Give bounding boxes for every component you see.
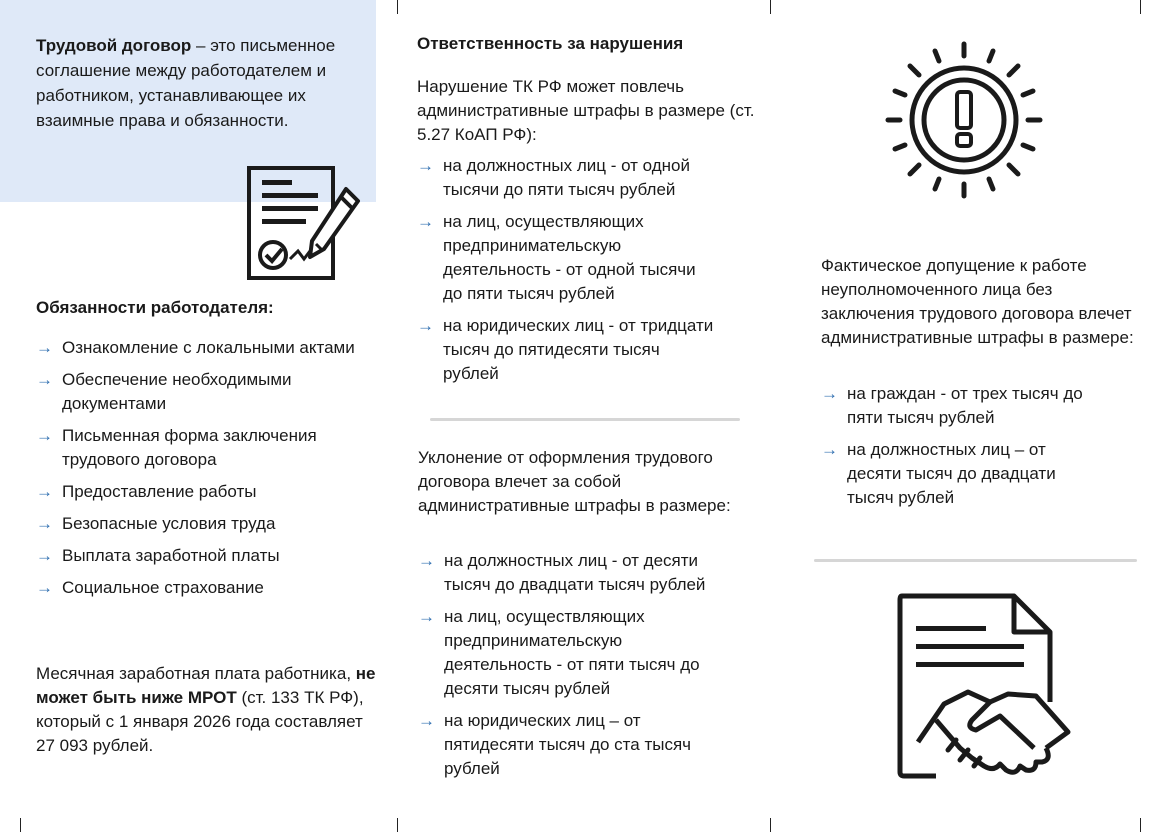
list-item: → Безопасные условия труда (36, 512, 381, 536)
duties-list (36, 336, 381, 608)
list-item: → на должностных лиц – от десяти тысяч до двадцати тысяч рублей (821, 440, 1056, 507)
list-item: → на юридических лиц - от тридцати тысяч до пятидесяти тысяч рублей (417, 316, 714, 383)
crop-mark (397, 0, 398, 14)
list-item: → на юридических лиц – от пятидесяти тысяч до ста тысяч рублей (418, 711, 692, 778)
arrow-icon: → (417, 316, 434, 335)
list-item: → на лиц, осуществляющих предпринимательскую деятельность - от одной тысячи до пяти тысяч рублей (417, 212, 696, 303)
arrow-icon: → (418, 551, 435, 570)
definition-term: Трудовой договор (36, 36, 192, 55)
minimum-wage-emphasis: не может быть ниже МРОТ (36, 664, 376, 707)
fines-list-violation (417, 154, 717, 394)
list-item: → Предоставление работы (36, 480, 381, 504)
crop-mark (20, 818, 21, 832)
duties-heading: Обязанности работодателя: (36, 298, 274, 317)
minimum-wage-note: Месячная заработная плата работника, не может быть ниже МРОТ (ст. 133 ТК РФ), который с 1 января 2026 года составляет 27 093 рублей. (36, 664, 376, 755)
list-item: → Ознакомление с локальными актами (36, 336, 381, 360)
list-item: → на должностных лиц - от одной тысячи до пяти тысяч рублей (417, 156, 691, 199)
list-item: → Выплата заработной платы (36, 544, 381, 568)
list-item: → Письменная форма заключения трудового договора (36, 426, 317, 469)
arrow-icon: → (821, 384, 838, 403)
section-divider (814, 559, 1137, 562)
arrow-icon: → (36, 338, 53, 357)
crop-mark (770, 818, 771, 832)
list-item: → Социальное страхование (36, 576, 381, 600)
definition-rest: – это письменное соглашение между работодателем и работником, устанавливающее их взаимные права и обязанности. (36, 36, 336, 130)
arrow-icon: → (417, 156, 434, 175)
arrow-icon: → (417, 212, 434, 231)
arrow-icon: → (418, 607, 435, 626)
handshake-document-icon (896, 592, 1076, 792)
arrow-icon: → (36, 546, 53, 565)
definition-text (36, 33, 336, 133)
list-item: → на лиц, осуществляющих предпринимательскую деятельность - от пяти тысяч до десяти тысяч рублей (418, 607, 700, 698)
section-divider (430, 418, 740, 421)
arrow-icon: → (36, 514, 53, 533)
admission-intro: Фактическое допущение к работе неуполномоченного лица без заключения трудового договора влечет административные штрафы в размере: (821, 256, 1134, 347)
list-item: → Обеспечение необходимыми документами (36, 370, 292, 413)
fines-list-admission (821, 382, 1091, 518)
arrow-icon: → (36, 370, 53, 389)
arrow-icon: → (36, 426, 53, 445)
crop-mark (770, 0, 771, 14)
crop-mark (1140, 818, 1141, 832)
liability-heading: Ответственность за нарушения (417, 34, 684, 53)
arrow-icon: → (418, 711, 435, 730)
crop-mark (1140, 0, 1141, 14)
list-item: → на граждан - от трех тысяч до пяти тысяч рублей (821, 384, 1083, 427)
crop-mark (397, 818, 398, 832)
evasion-intro: Уклонение от оформления трудового договора влечет за собой административные штрафы в размере: (418, 448, 731, 515)
fines-list-evasion (418, 549, 730, 789)
violation-intro: Нарушение ТК РФ может повлечь административные штрафы в размере (ст. 5.27 КоАП РФ): (417, 77, 755, 144)
arrow-icon: → (36, 578, 53, 597)
arrow-icon: → (36, 482, 53, 501)
contract-signing-icon (246, 165, 364, 281)
warning-sun-icon (884, 40, 1044, 200)
list-item: → на должностных лиц - от десяти тысяч до двадцати тысяч рублей (418, 551, 706, 594)
arrow-icon: → (821, 440, 838, 459)
